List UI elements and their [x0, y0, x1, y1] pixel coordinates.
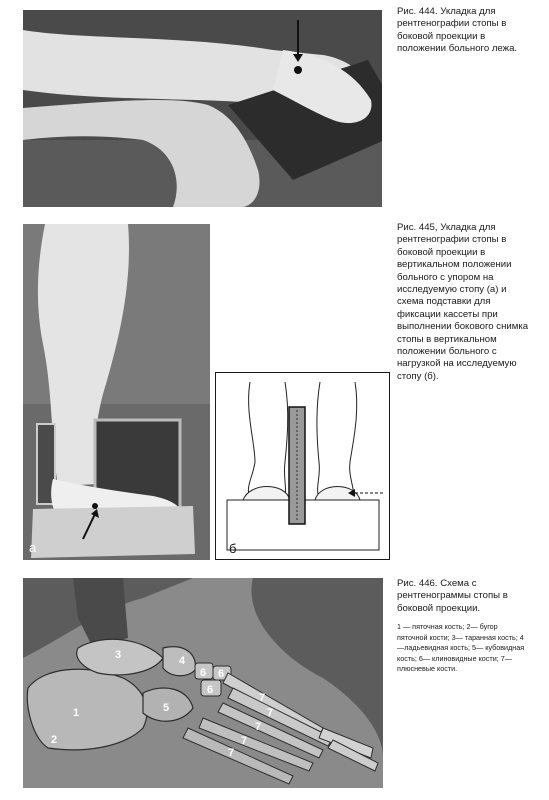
fig444-photo — [23, 10, 382, 207]
fig445-photo-a-drawing — [23, 224, 210, 560]
bone-label-tuber: 2 — [51, 734, 58, 746]
fig446-legend: 1 — пяточная кость; 2— бугор пяточной кости; 3— таранная кость; 4—ладьевидная кость; 5— кубовидная кость; 6— клиновидные кости; 7— плюсневые кости. — [397, 622, 525, 674]
bone-label-metatarsal-4: 7 — [241, 735, 248, 747]
bone-label-cuneiform-3: 6 — [218, 668, 225, 680]
fig444-photo-drawing — [23, 10, 382, 207]
fig445-diagram-b — [215, 372, 390, 560]
fig445-panel-b-label: б — [229, 541, 237, 556]
fig446-photo-drawing — [23, 578, 383, 788]
bone-label-calcaneus: 1 — [73, 707, 80, 719]
fig444-caption: Рис. 444. Укладка для рентгенографии стопы в боковой проекции в положении больного лежа. — [397, 6, 518, 55]
bone-label-cuneiform-1: 6 — [200, 667, 207, 679]
fig445-caption: Рис. 445, Укладка для рентгенографии стопы в боковой проекции в вертикальном положении больного с упором на исследуемую стопу (а) и схема подставки для фиксации кассеты при выполнении бокового снимка стопы в вертикальном положении больного с нагрузкой на исследуемую стопу (б). — [397, 222, 529, 382]
fig446-caption: Рис. 446. Схема с рентгенограммы стопы в боковой проекции. — [397, 578, 508, 614]
bone-label-metatarsal-1: 7 — [259, 692, 266, 704]
bone-label-metatarsal-2: 7 — [267, 707, 274, 719]
bone-label-navicular: 4 — [179, 655, 186, 667]
bone-label-metatarsal-5: 7 — [228, 747, 235, 759]
fig445-panel-a-label: а — [29, 540, 37, 555]
bone-label-cuneiform-2: 6 — [207, 684, 214, 696]
bone-label-cuboid: 5 — [163, 702, 170, 714]
bone-label-metatarsal-3: 7 — [255, 721, 262, 733]
fig445-diagram-b-drawing — [215, 372, 390, 560]
fig446-photo — [23, 578, 383, 788]
fig445-photo-a — [23, 224, 210, 560]
bone-label-talus: 3 — [115, 649, 122, 661]
